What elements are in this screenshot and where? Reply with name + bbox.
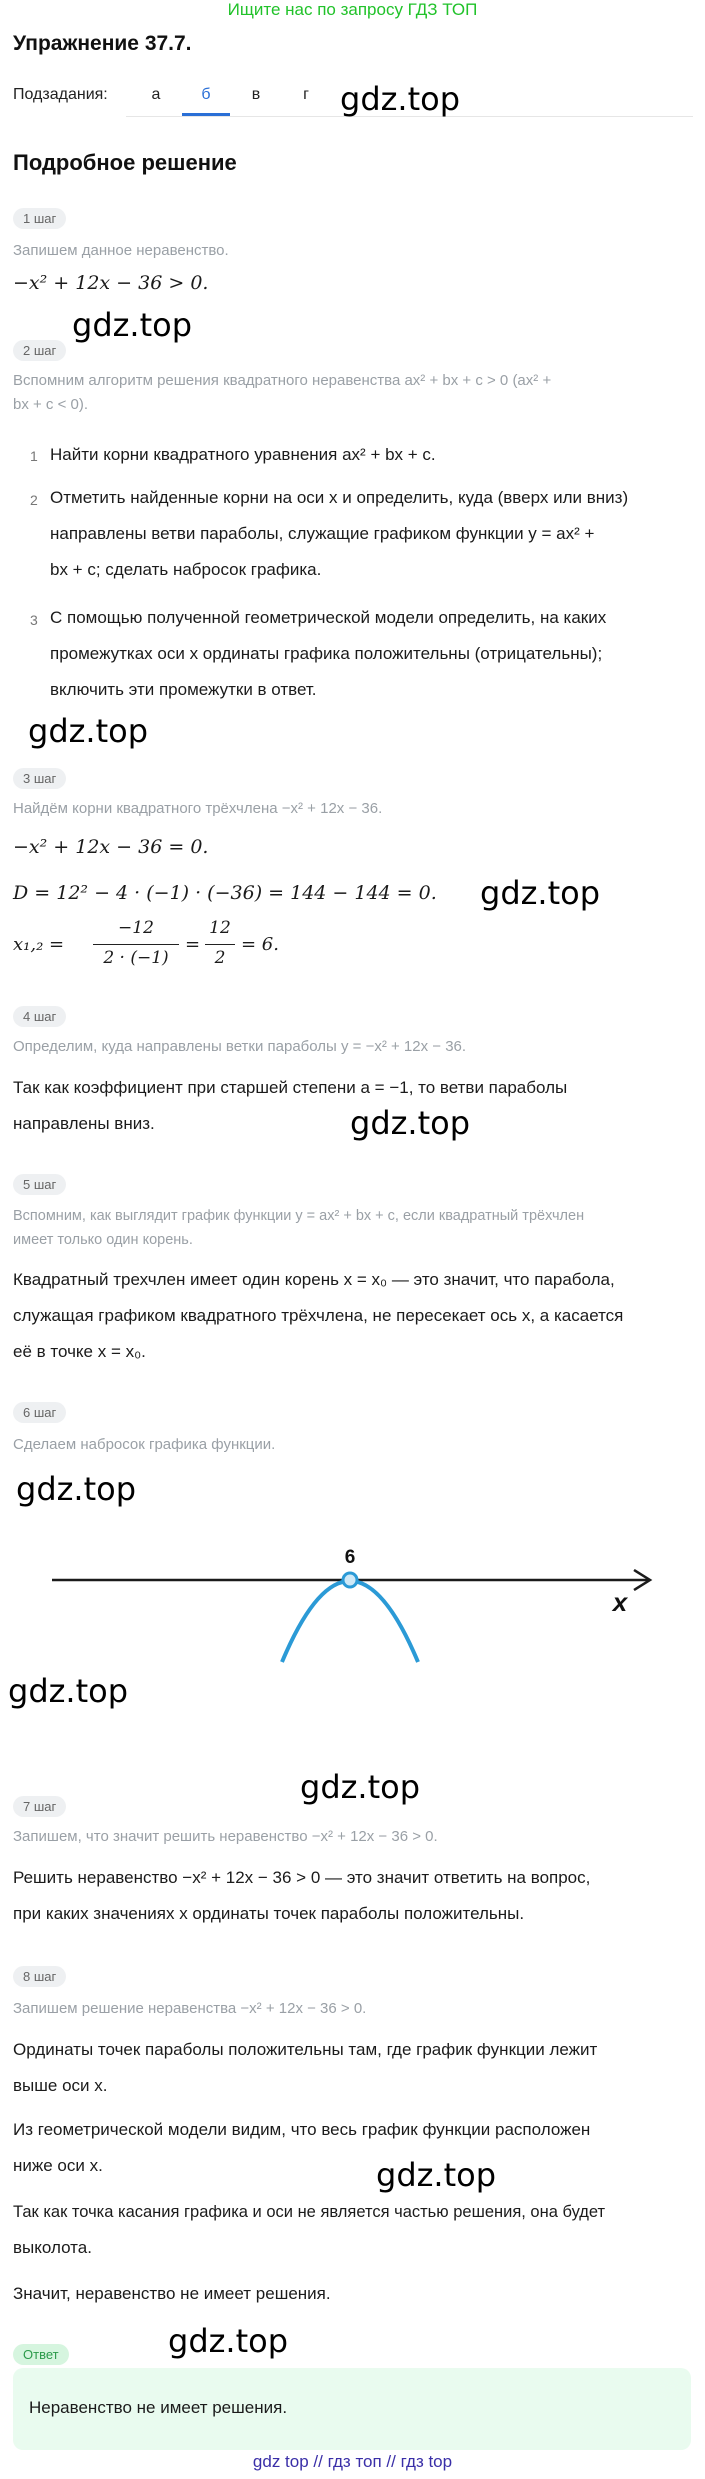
point-label: 6 [344,1547,356,1568]
answer-text: Неравенство не имеет решения. [29,2398,288,2417]
step-lead: Запишем решение неравенства −x² + 12x − 36 > 0. [13,2000,367,2017]
fraction-numerator: 12 [209,918,231,938]
paragraph-line: выше оси x. [13,2076,108,2095]
fraction-numerator: −12 [118,918,154,938]
step-badge: 8 шаг [13,1966,66,1987]
watermark: gdz.top [72,306,193,344]
step-badge: 1 шаг [13,208,66,229]
fraction-bar [205,944,235,945]
tab-b[interactable]: б [201,86,211,103]
watermark: gdz.top [376,2156,497,2194]
paragraph-line: Решить неравенство −x² + 12x − 36 > 0 — это значит ответить на вопрос, [13,1868,591,1887]
roots-formula [13,918,313,976]
paragraph-line: Значит, неравенство не имеет решения. [13,2284,331,2303]
watermark: gdz.top [168,2322,289,2360]
step-badge: 2 шаг [13,340,66,361]
formula: x₁,₂ = [13,934,65,955]
parabola-curve [282,1581,418,1662]
watermark: gdz.top [8,1672,129,1710]
parabola-graph [0,1530,705,1670]
step-badge: 4 шаг [13,1006,66,1027]
watermark: gdz.top [300,1768,421,1806]
formula: = [185,934,201,955]
paragraph-line: ниже оси x. [13,2156,103,2175]
page-title: Упражнение 37.7. [13,32,192,55]
formula: −x² + 12x − 36 = 0. [13,836,209,858]
answer-badge: Ответ [13,2344,69,2365]
step-lead: Вспомним, как выглядит график функции y = ax² + bx + c, если квадратный трёхчлен [13,1208,585,1224]
watermark: gdz.top [28,712,149,750]
tab-a[interactable]: а [151,86,161,103]
paragraph-line: служащая графиком квадратного трёхчлена, не пересекает ось x, а касается [13,1306,624,1325]
step-badge: 6 шаг [13,1402,66,1423]
axis-label: x [612,1587,628,1617]
step-lead: Найдём корни квадратного трёхчлена −x² + 12x − 36. [13,800,383,817]
step-lead: bx + c < 0). [13,396,89,413]
tab-v[interactable]: в [251,86,261,103]
fraction-denominator: 2 [214,948,226,968]
fraction-denominator: 2 · (−1) [103,948,169,968]
list-number: 2 [30,492,38,508]
step-lead: Запишем данное неравенство. [13,242,229,259]
list-number: 1 [30,448,38,464]
list-item: Найти корни квадратного уравнения ax² + bx + c. [50,445,436,464]
subtasks-label: Подзадания: [13,86,108,103]
paragraph-line: Квадратный трехчлен имеет один корень x = x₀ — это значит, что парабола, [13,1270,615,1289]
active-tab-underline [182,113,230,116]
tab-g[interactable]: г [303,86,309,103]
formula: −x² + 12x − 36 > 0. [13,272,209,294]
list-item: Отметить найденные корни на оси x и определить, куда (вверх или вниз) [50,488,629,507]
step-lead: Определим, куда направлены ветки параболы y = −x² + 12x − 36. [13,1038,467,1055]
step-lead: Запишем, что значит решить неравенство −x² + 12x − 36 > 0. [13,1828,438,1845]
formula: = 6. [241,934,279,955]
answer-box [13,2368,691,2450]
step-badge: 5 шаг [13,1174,66,1195]
paragraph-line: направлены вниз. [13,1114,155,1133]
watermark: gdz.top [480,874,601,912]
list-item: bx + c; сделать набросок графика. [50,560,322,579]
step-badge: 7 шаг [13,1796,66,1817]
formula: D = 12² − 4 · (−1) · (−36) = 144 − 144 = 0. [13,882,437,904]
step-lead: Сделаем набросок графика функции. [13,1436,276,1453]
paragraph-line: Так как коэффициент при старшей степени a = −1, то ветви параболы [13,1078,568,1097]
list-item: направлены ветви параболы, служащие графиком функции y = ax² + [50,524,595,543]
section-title: Подробное решение [13,150,237,175]
list-item: С помощью полученной геометрической модели определить, на каких [50,608,607,627]
step-lead: Вспомним алгоритм решения квадратного неравенства ax² + bx + c > 0 (ax² + [13,372,552,389]
paragraph-line: выколота. [13,2238,92,2257]
paragraph-line: её в точке x = x₀. [13,1342,146,1361]
list-item: промежутках оси x ординаты графика положительны (отрицательны); [50,644,603,663]
paragraph-line: при каких значениях x ординаты точек параболы положительны. [13,1904,525,1923]
step-badge: 3 шаг [13,768,66,789]
paragraph-line: Так как точка касания графика и оси не является частью решения, она будет [13,2203,606,2221]
tangent-point [343,1573,357,1587]
watermark: gdz.top [350,1104,471,1142]
watermark: gdz.top [340,80,461,118]
step-lead: имеет только один корень. [13,1232,193,1248]
bottom-links[interactable]: gdz top // гдз топ // гдз top [252,2452,453,2471]
fraction-bar [93,944,179,945]
paragraph-line: Из геометрической модели видим, что весь график функции расположен [13,2120,591,2139]
top-banner[interactable]: Ищите нас по запросу ГДЗ ТОП [227,0,478,19]
paragraph-line: Ординаты точек параболы положительны там, где график функции лежит [13,2040,598,2059]
list-number: 3 [30,612,38,628]
list-item: включить эти промежутки в ответ. [50,680,317,699]
watermark: gdz.top [16,1470,137,1508]
